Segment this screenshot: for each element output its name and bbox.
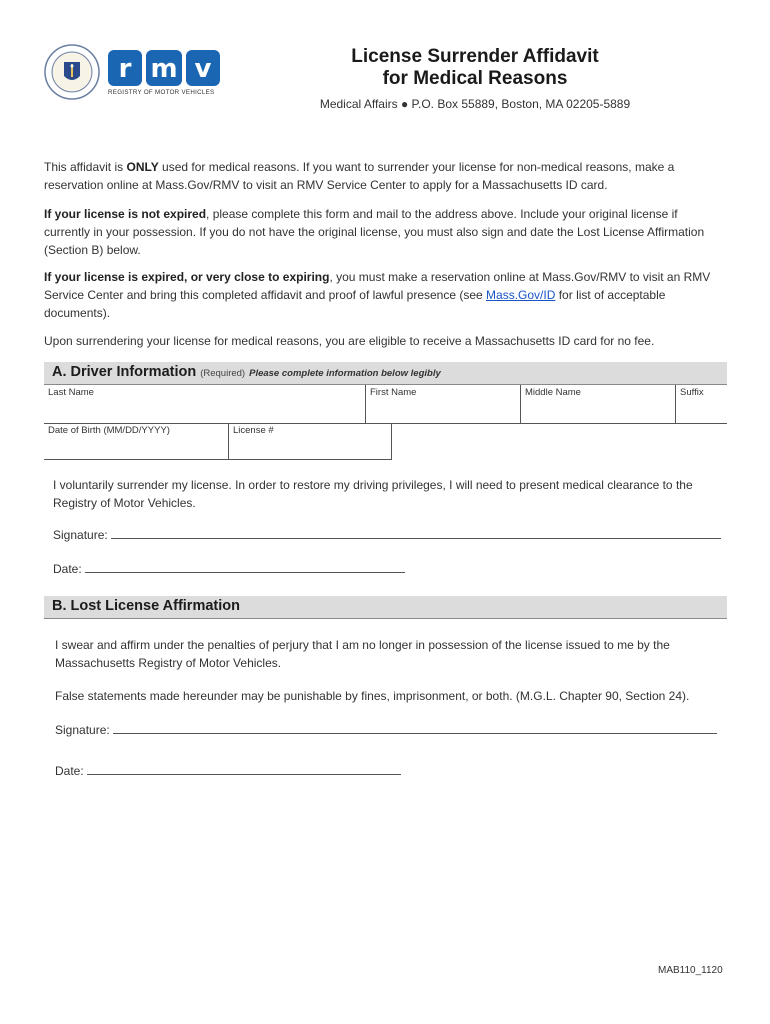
intro-p1-bold: ONLY [126, 160, 159, 174]
last-name-field[interactable] [44, 385, 366, 423]
lost-license-statement: I swear and affirm under the penalties of perjury that I am no longer in possession of the license issued to me by the Massachusetts Registry of Motor Vehicles. [55, 638, 670, 670]
dob-license-row [44, 423, 392, 460]
section-a-title-row [52, 364, 441, 380]
date-of-birth-field[interactable] [44, 423, 229, 460]
dob-label: Date of Birth (MM/DD/YYYY) [48, 425, 170, 436]
intro-p3-bold: If your license is expired, or very close to expiring [44, 270, 330, 284]
mass-gov-id-link[interactable]: Mass.Gov/ID [486, 288, 556, 302]
intro-p1-text-2: used for medical reasons. If you want to surrender your license for non-medical reasons, make a reservation online at Mass.Gov/RMV to visit an RMV Service Center to apply for a Massachusetts ID card. [44, 160, 675, 192]
suffix-field[interactable] [676, 385, 727, 423]
suffix-label: Suffix [680, 387, 704, 398]
middle-name-label: Middle Name [525, 387, 581, 398]
intro-paragraph-3 [44, 268, 724, 322]
intro-paragraph-2 [44, 205, 724, 259]
title-line-1: License Surrender Affidavit [351, 46, 599, 67]
section-a-header [44, 362, 727, 385]
intro-p2-bold: If your license is not expired [44, 207, 207, 221]
logo-letter-v: v [194, 54, 212, 84]
intro-p1-text: This affidavit is [44, 160, 127, 174]
license-number-field[interactable] [229, 423, 392, 460]
legibility-note: Please complete information below legibly [249, 368, 441, 379]
state-seal [44, 44, 100, 100]
section-b-date-line[interactable] [87, 763, 401, 775]
section-a-signature-row [53, 527, 721, 542]
date-label: Date: [55, 764, 84, 778]
intro-p3-text-2: for list of acceptable documents). [44, 288, 666, 320]
intro-p3-text: , you must make a reservation online at Mass.Gov/RMV to visit an RMV Service Center and bring this completed affidavit and proof of lawful presence (see [44, 270, 711, 302]
section-b-title: B. Lost License Affirmation [52, 598, 240, 614]
section-a-date-row [53, 561, 405, 576]
license-label: License # [233, 425, 274, 436]
first-name-field[interactable] [366, 385, 521, 423]
mailing-address: Medical Affairs ● P.O. Box 55889, Boston, MA 02205-5889 [319, 97, 631, 111]
section-b-signature-row [55, 722, 717, 737]
first-name-label: First Name [370, 387, 417, 398]
section-a-signature-line[interactable] [111, 527, 721, 539]
form-id: MAB110_1120 [658, 965, 723, 976]
date-label: Date: [53, 562, 82, 576]
intro-paragraph-1 [44, 158, 724, 194]
signature-label: Signature: [55, 723, 110, 737]
signature-label: Signature: [53, 528, 108, 542]
title-line-2: for Medical Reasons [382, 68, 568, 89]
logo-subtitle: REGISTRY OF MOTOR VEHICLES [108, 89, 215, 96]
page-title [300, 46, 650, 90]
middle-name-field[interactable] [521, 385, 676, 423]
section-a-title: A. Driver Information [52, 364, 197, 380]
logo-letter-m: m [150, 54, 178, 84]
surrender-statement: I voluntarily surrender my license. In order to restore my driving privileges, I will need to present medical clearance to the Registry of Motor Vehicles. [53, 478, 693, 510]
false-statement-warning: False statements made hereunder may be punishable by fines, imprisonment, or both. (M.G.L. Chapter 90, Section 24). [55, 689, 690, 703]
last-name-label: Last Name [48, 387, 94, 398]
section-b-signature-line[interactable] [113, 722, 717, 734]
section-b-date-row [55, 763, 401, 778]
rmv-logo [108, 50, 220, 98]
logo-letter-r: r [118, 54, 132, 84]
intro-p2-text: , please complete this form and mail to the address above. Include your original license if currently in your possession. If you do not have the original license, you must also sign and date the Lost License Affirmation (Section B) below. [44, 207, 705, 257]
section-b-header [44, 596, 727, 619]
intro-paragraph-4: Upon surrendering your license for medical reasons, you are eligible to receive a Massachusetts ID card for no fee. [44, 334, 655, 348]
section-a-date-line[interactable] [85, 561, 405, 573]
required-label: (Required) [200, 368, 246, 379]
name-row [44, 385, 727, 424]
